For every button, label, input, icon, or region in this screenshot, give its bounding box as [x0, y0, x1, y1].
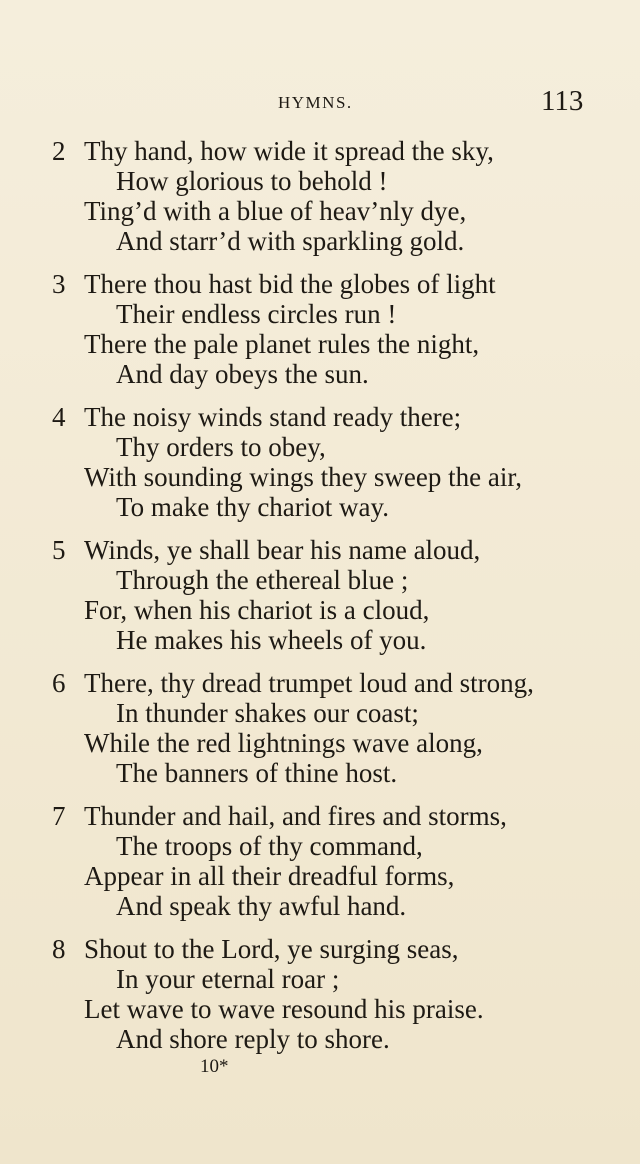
stanza-number: 4 [52, 402, 66, 432]
verse-line: There, thy dread trumpet loud and strong, [84, 668, 534, 698]
verse-line: How glorious to behold ! [116, 166, 388, 196]
verse-line: And shore reply to shore. [116, 1024, 390, 1054]
stanza-3 [0, 269, 640, 402]
verse-line: Through the ethereal blue ; [116, 565, 409, 595]
signature-mark: 10* [200, 1056, 229, 1077]
stanza-4 [0, 402, 640, 535]
running-head [0, 85, 640, 119]
stanza-8 [0, 934, 640, 1067]
stanza-number: 3 [52, 269, 66, 299]
verse-line: Let wave to wave resound his praise. [84, 994, 484, 1024]
hymn-text [0, 136, 640, 1067]
verse-line: With sounding wings they sweep the air, [84, 462, 523, 492]
verse-line: Their endless circles run ! [116, 299, 397, 329]
verse-line: For, when his chariot is a cloud, [84, 595, 430, 625]
verse-line: The troops of thy command, [116, 831, 423, 861]
verse-line: Ting’d with a blue of heav’nly dye, [84, 196, 467, 226]
stanza-number: 8 [52, 934, 66, 964]
verse-line: In thunder shakes our coast; [116, 698, 419, 728]
stanza-7 [0, 801, 640, 934]
stanza-number: 6 [52, 668, 66, 698]
verse-line: Appear in all their dreadful forms, [84, 861, 455, 891]
verse-line: And speak thy awful hand. [116, 891, 407, 921]
verse-line: To make thy chariot way. [116, 492, 390, 522]
stanza-number: 5 [52, 535, 66, 565]
verse-line: Thy orders to obey, [116, 432, 326, 462]
verse-line: Thy hand, how wide it spread the sky, [84, 136, 494, 166]
verse-line: Shout to the Lord, ye surging seas, [84, 934, 459, 964]
verse-line: Winds, ye shall bear his name aloud, [84, 535, 481, 565]
stanza-number: 7 [52, 801, 66, 831]
stanza-number: 2 [52, 136, 66, 166]
running-title: HYMNS. [278, 93, 353, 112]
verse-line: The banners of thine host. [116, 758, 398, 788]
verse-line: He makes his wheels of you. [116, 625, 427, 655]
verse-line: And starr’d with sparkling gold. [116, 226, 465, 256]
verse-line: There thou hast bid the globes of light [84, 269, 496, 299]
verse-line: The noisy winds stand ready there; [84, 402, 462, 432]
stanza-6 [0, 668, 640, 801]
verse-line: While the red lightnings wave along, [84, 728, 483, 758]
verse-line: And day obeys the sun. [116, 359, 369, 389]
verse-line: Thunder and hail, and fires and storms, [84, 801, 507, 831]
verse-line: In your eternal roar ; [116, 964, 340, 994]
page-number: 113 [541, 85, 584, 117]
verse-line: There the pale planet rules the night, [84, 329, 480, 359]
stanza-2 [0, 136, 640, 269]
stanza-5 [0, 535, 640, 668]
